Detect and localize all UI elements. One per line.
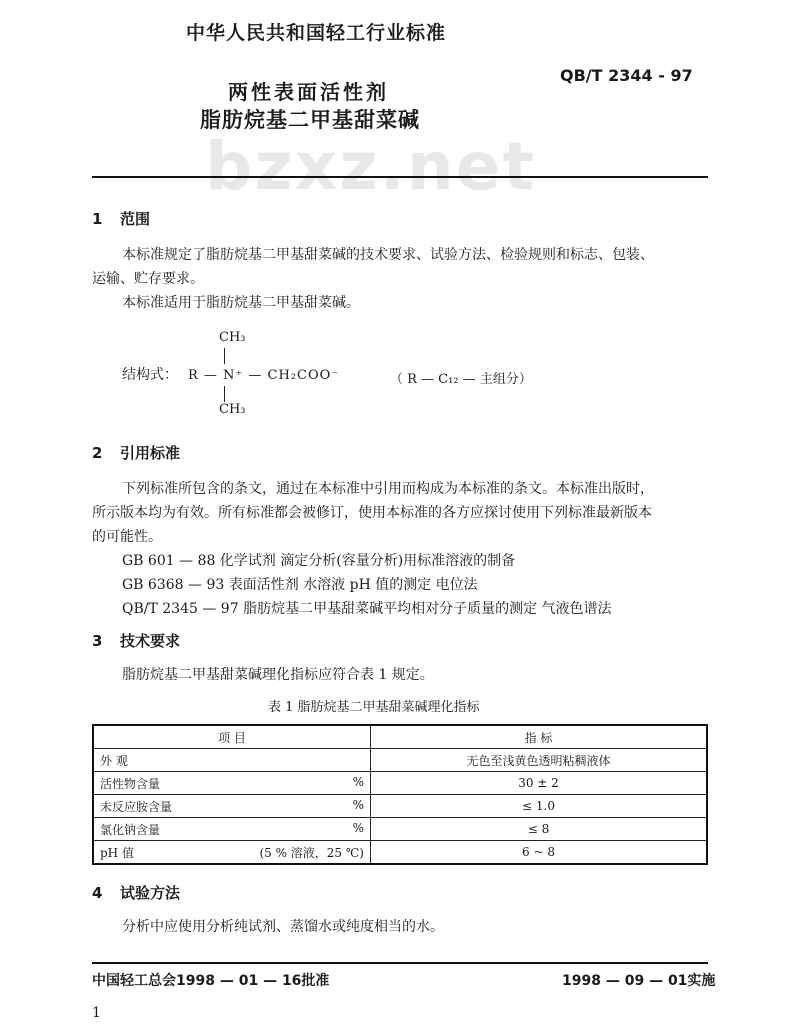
approval-date: 中国轻工总会1998 — 01 — 16批准 (92, 973, 330, 989)
formula-ch3-bottom: CH₃ (219, 402, 246, 417)
item-name: 氯化钠含量 (100, 822, 161, 837)
formula-bond-top (224, 348, 225, 364)
formula-bond-bottom (224, 386, 225, 402)
section-2-heading (92, 442, 180, 463)
section-number: 1 (92, 210, 103, 228)
table-row (93, 795, 707, 818)
item-cell (93, 795, 371, 818)
section-1-para1-line2: 运输、贮存要求。 (92, 271, 204, 287)
section-2-para-line2: 所示版本均为有效。所有标准都会被修订，使用本标准的各方应探讨使用下列标准最新版本 (92, 505, 652, 521)
table-row (93, 749, 707, 772)
formula-main: R — N⁺ — CH₂COO⁻ (188, 368, 340, 383)
item-cell (93, 818, 371, 841)
issuing-authority: 中华人民共和国轻工行业标准 (186, 22, 447, 44)
item-unit: % (352, 774, 364, 789)
value-cell: ≤ 8 (371, 818, 708, 841)
section-1-para1-line1: 本标准规定了脂肪烷基二甲基甜菜碱的技术要求、试验方法、检验规则和标志、包装、 (122, 247, 654, 263)
header-divider (92, 176, 708, 178)
item-cell (93, 749, 371, 772)
item-name: pH 值 (100, 845, 134, 860)
section-number: 2 (92, 444, 103, 462)
footer-divider (92, 962, 708, 964)
section-1-heading (92, 208, 150, 229)
value-cell: 无色至浅黄色透明粘稠液体 (371, 749, 708, 772)
table-header-row (93, 725, 707, 749)
section-2-para-line3: 的可能性。 (92, 529, 162, 545)
section-1-para2: 本标准适用于脂肪烷基二甲基甜菜碱。 (122, 295, 360, 311)
value-cell: 30 ± 2 (371, 772, 708, 795)
standard-code: QB/T 2344 - 97 (560, 66, 693, 85)
reference-item: GB 601 — 88 化学试剂 滴定分析(容量分析)用标准溶液的制备 (122, 553, 516, 569)
section-title: 试验方法 (120, 884, 181, 902)
doc-title-line2: 脂肪烷基二甲基甜菜碱 (200, 108, 420, 132)
item-cell (93, 772, 371, 795)
section-number: 4 (92, 884, 103, 902)
section-2-para-line1: 下列标准所包含的条文，通过在本标准中引用而构成为本标准的条文。本标准出版时， (122, 481, 654, 497)
section-4-para: 分析中应使用分析纯试剂、蒸馏水或纯度相当的水。 (122, 919, 444, 935)
reference-item: GB 6368 — 93 表面活性剂 水溶液 pH 值的测定 电位法 (122, 577, 478, 593)
table-row (93, 841, 707, 865)
section-3-para: 脂肪烷基二甲基甜菜碱理化指标应符合表 1 规定。 (122, 667, 434, 683)
implementation-date: 1998 — 09 — 01实施 (562, 973, 716, 989)
section-title: 引用标准 (120, 444, 181, 462)
item-name: 活性物含量 (100, 776, 161, 791)
item-unit: % (352, 797, 364, 812)
spec-table (92, 724, 708, 865)
section-number: 3 (92, 632, 103, 650)
table-caption: 表 1 脂肪烷基二甲基甜菜碱理化指标 (268, 700, 480, 715)
header-item: 项 目 (93, 725, 371, 749)
item-name: 未反应胺含量 (100, 799, 173, 814)
section-title: 范围 (120, 210, 151, 228)
reference-item: QB/T 2345 — 97 脂肪烷基二甲基甜菜碱平均相对分子质量的测定 气液色谱法 (122, 601, 612, 617)
formula-note: （ R — C₁₂ — 主组分） (390, 372, 532, 387)
doc-title-line1: 两性表面活性剂 (228, 80, 389, 104)
item-unit: (5 % 溶液，25 ℃) (259, 845, 364, 860)
item-name: 外 观 (100, 753, 128, 768)
watermark: bzxz.net (205, 128, 537, 205)
value-cell: ≤ 1.0 (371, 795, 708, 818)
formula-ch3-top: CH₃ (219, 330, 246, 345)
page-number: 1 (92, 1005, 101, 1021)
section-3-heading (92, 630, 180, 651)
value-cell: 6 ~ 8 (371, 841, 708, 865)
table-row (93, 772, 707, 795)
section-title: 技术要求 (120, 632, 181, 650)
formula-label: 结构式： (122, 367, 178, 383)
item-cell (93, 841, 371, 865)
table-row (93, 818, 707, 841)
item-unit: % (352, 820, 364, 835)
header-value: 指 标 (371, 725, 708, 749)
section-4-heading (92, 882, 180, 903)
